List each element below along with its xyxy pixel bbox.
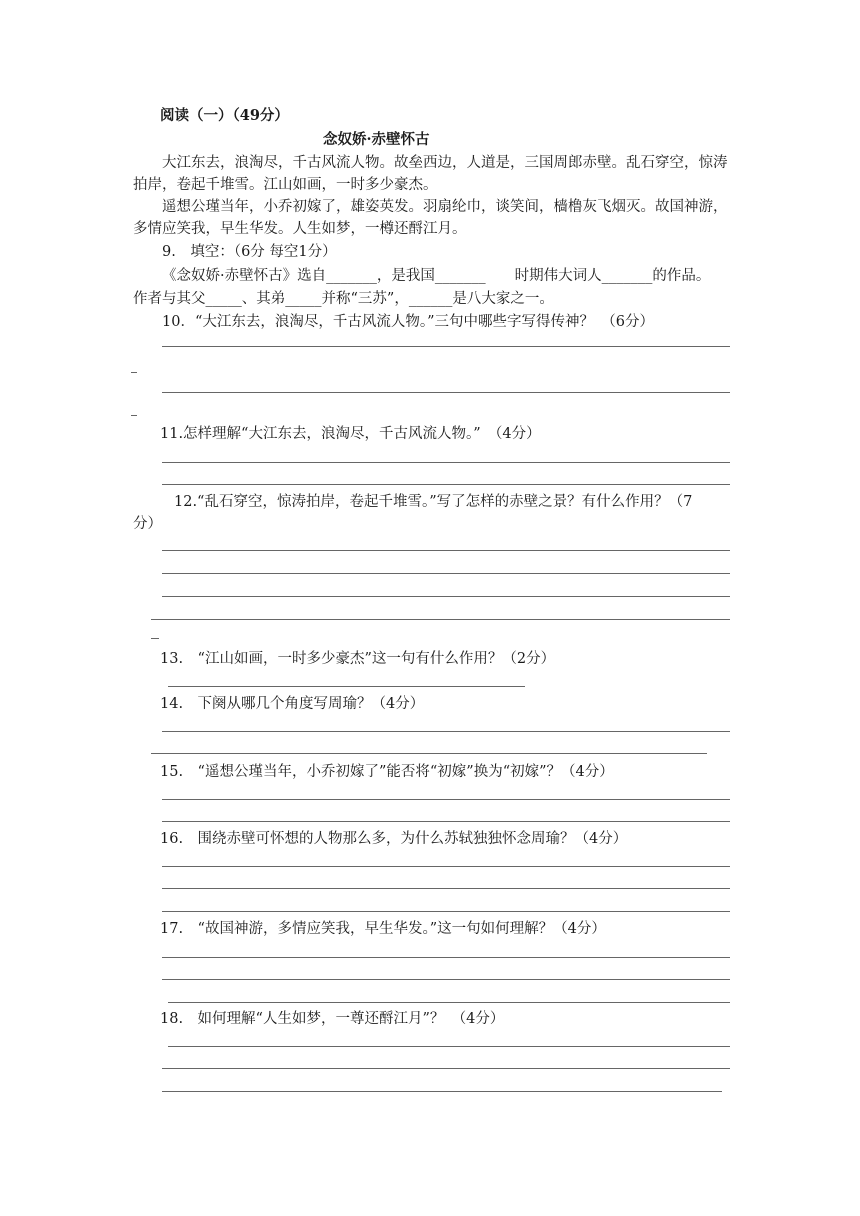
question-14: 14. 下阕从哪几个角度写周瑜？（4分） [160,696,425,712]
answer-line-stub [131,372,137,373]
question-15: 15. “遥想公瑾当年，小乔初嫁了”能否将“初嫁”换为“初嫁”？（4分） [160,764,614,780]
question-16: 16. 围绕赤壁可怀想的人物那么多，为什么苏轼独独怀念周瑜？（4分） [160,831,628,847]
poem-stanza-2: 遥想公瑾当年，小乔初嫁了，雄姿英发。羽扇纶巾，谈笑间，樯橹灰飞烟灭。故国神游，多情应笑我，早生华发。人生如梦，一樽还酹江月。 [133,199,728,237]
answer-line [162,888,730,889]
poem-title: 念奴娇·赤壁怀古 [323,131,430,148]
answer-line [168,1046,730,1047]
answer-line [151,619,730,620]
question-12-line-2: 分） [133,516,162,532]
question-10: 10．“大江东去，浪淘尽，千古风流人物。”三句中哪些字写得传神？ （6分） [162,314,654,330]
answer-line [162,573,730,574]
answer-line [162,911,730,912]
answer-line [168,686,525,687]
answer-line [162,550,730,551]
answer-line [162,1091,722,1092]
answer-line [162,462,730,463]
answer-line [162,596,730,597]
answer-line [162,346,730,347]
poem-stanza-1: 大江东去，浪淘尽，千古风流人物。故垒西边，人道是，三国周郎赤壁。乱石穿空，惊涛拍岸，卷起千堆雪。江山如画，一时多少豪杰。 [133,155,728,193]
answer-line [162,731,730,732]
section-title: 阅读（一）（49分） [160,107,289,124]
answer-line [162,484,730,485]
question-12-line-1: 12.“乱石穿空，惊涛拍岸，卷起千堆雪。”写了怎样的赤壁之景？有什么作用？（7 [174,494,693,510]
answer-line [162,799,730,800]
question-9-line-1: 《念奴娇·赤壁怀古》选自_______，是我国_______ 时期伟大词人_______的作品。 [162,268,711,284]
answer-line [162,392,730,393]
question-9-heading: 9. 填空：（6分 每空1分） [162,244,337,260]
answer-line-stub [131,415,137,416]
answer-line-stub [151,638,159,639]
answer-line [162,979,730,980]
question-11: 11.怎样理解“大江东去，浪淘尽，千古风流人物。” （4分） [160,426,541,442]
answer-line [151,753,707,754]
answer-line [162,866,730,867]
question-13: 13. “江山如画，一时多少豪杰”这一句有什么作用？（2分） [160,651,556,667]
question-18: 18. 如何理解“人生如梦，一尊还酹江月”？ （4分） [160,1011,505,1027]
answer-line [162,957,730,958]
answer-line [168,1002,730,1003]
question-9-line-2: 作者与其父_____、其弟_____并称“三苏”，______是八大家之一。 [133,291,554,307]
answer-line [162,1068,730,1069]
answer-line [162,821,730,822]
question-17: 17. “故国神游，多情应笑我，早生华发。”这一句如何理解？（4分） [160,921,606,937]
